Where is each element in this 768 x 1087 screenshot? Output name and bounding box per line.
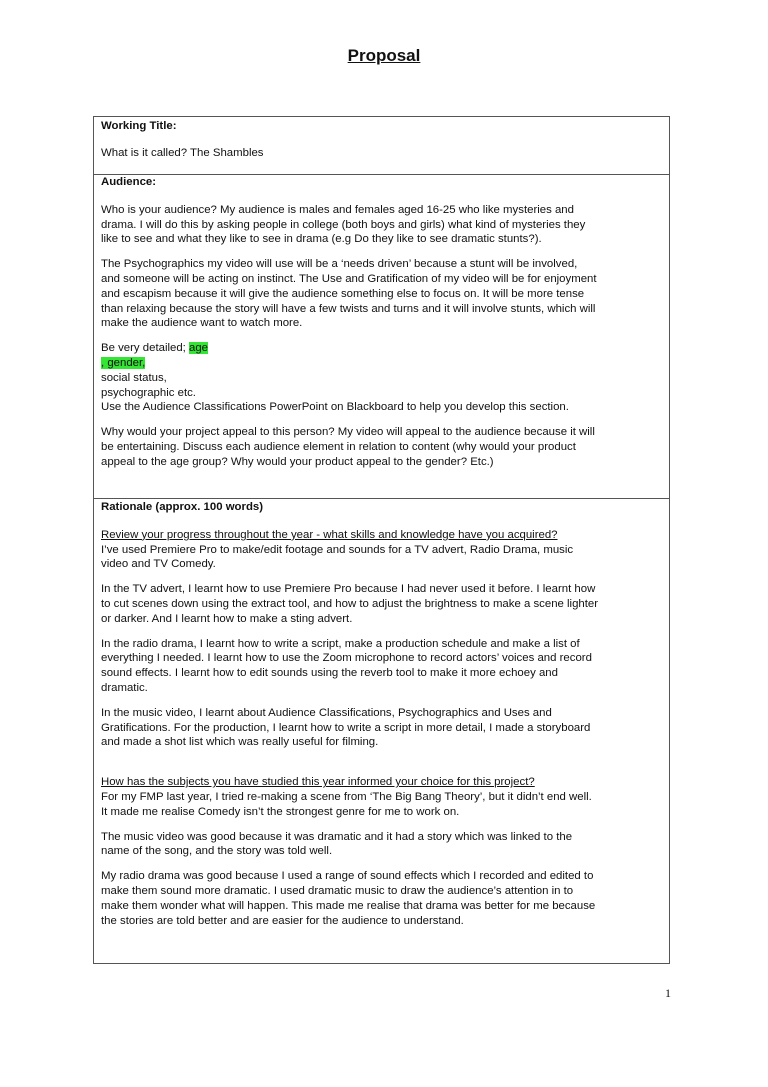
working-title-heading: Working Title: <box>101 120 177 132</box>
text-line: The music video was good because it was dramatic and it had a story which was linked to the <box>101 830 573 843</box>
text-line: like to see and what they like to see in drama (e.g Do they like to see dramatic stunts?). <box>101 233 542 246</box>
rationale-question-1-block <box>101 528 662 572</box>
text-line: In the radio drama, I learnt how to write a script, make a production schedule and make a list of <box>101 637 580 650</box>
audience-paragraph-1 <box>101 203 662 247</box>
text-line: make them wonder what will happen. This made me realise that drama was better for me because <box>101 899 596 912</box>
highlight-age: age <box>189 342 209 355</box>
rationale-question-2: How has the subjects you have studied this year informed your choice for this project? <box>101 776 535 789</box>
page-title: Proposal <box>347 46 421 65</box>
text-line: Use the Audience Classifications PowerPoint on Blackboard to help you develop this section. <box>101 401 569 414</box>
text-line: make them sound more dramatic. I used dramatic music to draw the audience’s attention in to <box>101 884 574 897</box>
text-line: For my FMP last year, I tried re-making a scene from ‘The Big Bang Theory’, but it didn’t end well. <box>101 790 592 803</box>
rationale-question-2-block <box>101 775 662 819</box>
text-line: sound effects. I learnt how to edit sounds using the reverb tool to make it more echoey and <box>101 667 558 680</box>
rationale-question-1: Review your progress throughout the year - what skills and knowledge have you acquired? <box>101 528 558 541</box>
tv-advert-paragraph <box>101 582 662 626</box>
audience-paragraph-2 <box>101 257 662 331</box>
audience-section <box>94 175 669 480</box>
text-line: In the music video, I learnt about Audience Classifications, Psychographics and Uses and <box>101 706 552 719</box>
text-line: My radio drama was good because I used a range of sound effects which I recorded and edited to <box>101 870 594 883</box>
text-line: In the TV advert, I learnt how to use Premiere Pro because I had never used it before. I learnt how <box>101 583 596 596</box>
text-line: and made a shot list which was really useful for filming. <box>101 736 379 749</box>
highlight-gender: , gender, <box>101 356 146 369</box>
text-line: and someone will be acting on instinct. The Use and Gratification of my video will be for enjoyment <box>101 272 597 285</box>
text-line: make the audience want to watch more. <box>101 317 303 330</box>
rationale-heading: Rationale (approx. 100 words) <box>101 501 264 513</box>
audience-detail-paragraph <box>101 341 662 415</box>
working-title-section <box>94 119 669 171</box>
text-line: Who is your audience? My audience is males and females aged 16-25 who like mysteries and <box>101 203 574 216</box>
text-line: and escapism because it will give the audience something else to focus on. It will be more tense <box>101 287 585 300</box>
radio-drama-paragraph <box>101 637 662 696</box>
text-line: The Psychographics my video will use will be a ‘needs driven’ because a stunt will be involved, <box>101 258 578 271</box>
text-line: video and TV Comedy. <box>101 558 216 571</box>
text-line: appeal to the age group? Why would your product appeal to the gender? Etc.) <box>101 455 494 468</box>
text-line: than relaxing because the story will have a few twists and turns and it will involve stunts, which will <box>101 302 596 315</box>
text-line: Why would your project appeal to this person? My video will appeal to the audience because it will <box>101 426 595 439</box>
text-line: everything I needed. I learnt how to use the Zoom microphone to record actors’ voices and record <box>101 652 592 665</box>
music-video-paragraph <box>101 706 662 750</box>
music-video-review-paragraph <box>101 830 662 860</box>
proposal-table <box>93 116 670 964</box>
text-line: I’ve used Premiere Pro to make/edit footage and sounds for a TV advert, Radio Drama, music <box>101 543 574 556</box>
text-line: to cut scenes down using the extract tool, and how to adjust the brightness to make a scene lighter <box>101 597 599 610</box>
audience-paragraph-4 <box>101 425 662 469</box>
text-line: drama. I will do this by asking people in college (both boys and girls) what kind of mysteries they <box>101 218 586 231</box>
working-title-text: What is it called? The Shambles <box>101 146 264 159</box>
text-line: It made me realise Comedy isn’t the strongest genre for me to work on. <box>101 805 460 818</box>
text-line: be entertaining. Discuss each audience element in relation to content (why would your product <box>101 440 576 453</box>
text-line: name of the song, and the story was told well. <box>101 845 333 858</box>
text-line: dramatic. <box>101 681 148 694</box>
divider-2 <box>94 498 669 499</box>
text-line: Be very detailed; <box>101 342 190 355</box>
rationale-section <box>94 500 669 938</box>
audience-heading: Audience: <box>101 176 157 188</box>
text-line: the stories are told better and are easier for the audience to understand. <box>101 914 464 927</box>
radio-drama-review-paragraph <box>101 869 662 928</box>
page-number: 1 <box>665 986 671 1000</box>
text-line: or darker. And I learnt how to make a sting advert. <box>101 612 353 625</box>
text-line: Gratifications. For the production, I learnt how to write a script in more detail, I made a storyboard <box>101 721 591 734</box>
text-line: social status, <box>101 371 167 384</box>
text-line: psychographic etc. <box>101 386 196 399</box>
